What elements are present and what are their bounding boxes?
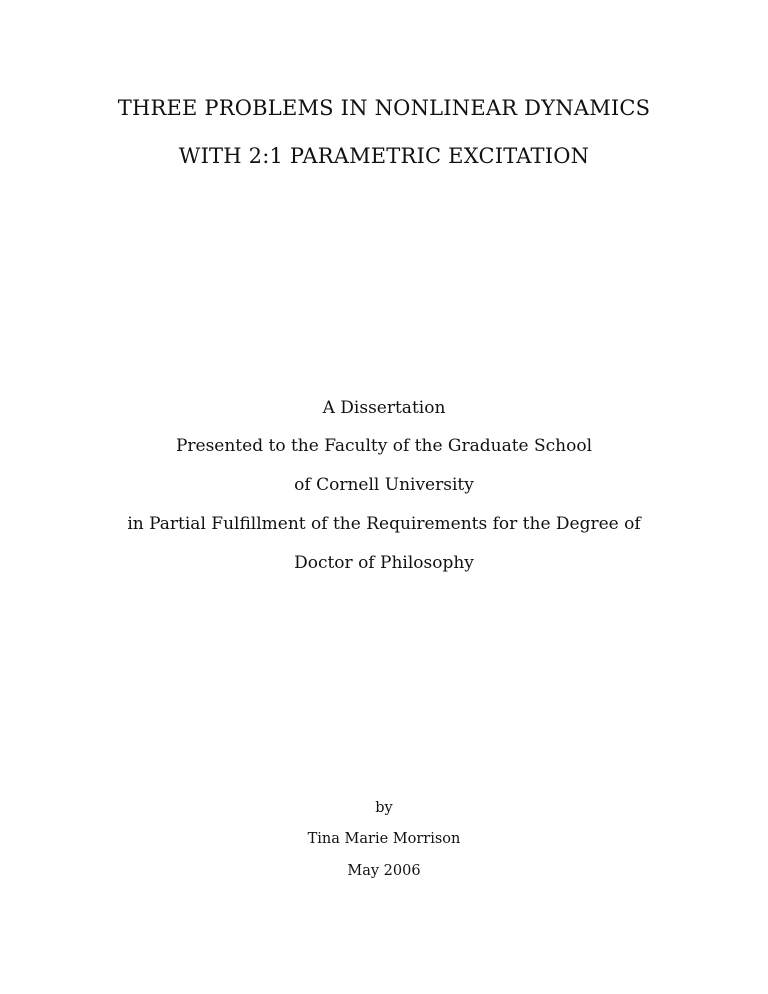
- institution: of Cornell University: [294, 475, 474, 495]
- presented-to: Presented to the Faculty of the Graduate School: [175, 436, 593, 456]
- submission-date: May 2006: [347, 863, 421, 879]
- author-name: Tina Marie Morrison: [307, 831, 461, 847]
- by-label: by: [375, 800, 393, 816]
- title-line-2: WITH 2:1 PARAMETRIC EXCITATION: [178, 144, 590, 168]
- degree: Doctor of Philosophy: [294, 553, 474, 573]
- fulfillment-statement: in Partial Fulfillment of the Requirements for the Degree of: [127, 514, 641, 534]
- title-line-1: THREE PROBLEMS IN NONLINEAR DYNAMICS: [117, 96, 651, 120]
- document-type: A Dissertation: [322, 398, 446, 418]
